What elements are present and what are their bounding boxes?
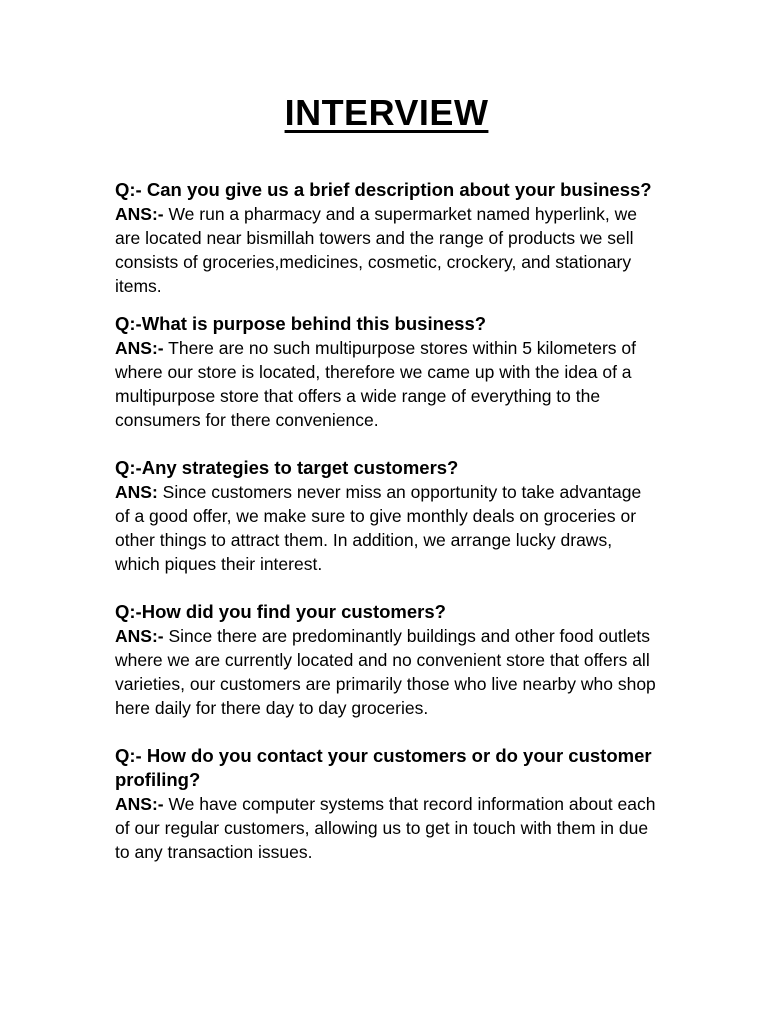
qa-item-4 (115, 600, 658, 720)
qa-item-2 (115, 312, 658, 432)
answer-text-3: Since customers never miss an opportunity to take advantage of a good offer, we make sure to give monthly deals on groceries or other things to attract them. In addition, we arrange lucky draws, which piques their interest. (115, 482, 642, 574)
answer-4 (115, 624, 658, 720)
answer-5 (115, 792, 658, 864)
question-3: Q:-Any strategies to target customers? (115, 457, 459, 478)
answer-text-5: We have computer systems that record information about each of our regular customers, allowing us to get in touch with them in due to any transaction issues. (115, 794, 656, 862)
answer-text-1: We run a pharmacy and a supermarket named hyperlink, we are located near bismillah towers and the range of products we sell consists of groceries,medicines, cosmetic, crockery, and stationary items. (115, 204, 637, 296)
question-2: Q:-What is purpose behind this business? (115, 313, 487, 334)
answer-3 (115, 480, 658, 576)
answer-label-3: ANS: (115, 482, 158, 502)
answer-label-1: ANS:- (115, 204, 164, 224)
answer-label-2: ANS:- (115, 338, 164, 358)
question-1: Q:- Can you give us a brief description about your business? (115, 179, 652, 200)
answer-2 (115, 336, 658, 432)
answer-label-5: ANS:- (115, 794, 164, 814)
answer-text-2: There are no such multipurpose stores within 5 kilometers of where our store is located, therefore we came up with the idea of a multipurpose store that offers a wide range of everything to the consumers for there convenience. (115, 338, 637, 430)
qa-item-3 (115, 456, 658, 576)
answer-text-4: Since there are predominantly buildings and other food outlets where we are currently located and no convenient store that offers all varieties, our customers are primarily those who live nearby who shop here daily for there day to day groceries. (115, 626, 656, 718)
qa-item-1 (115, 178, 658, 298)
answer-label-4: ANS:- (115, 626, 164, 646)
question-5: Q:- How do you contact your customers or do your customer profiling? (115, 745, 652, 790)
question-4: Q:-How did you find your customers? (115, 601, 446, 622)
qa-item-5 (115, 744, 658, 864)
answer-1 (115, 202, 658, 298)
page-title: INTERVIEW (284, 92, 489, 133)
